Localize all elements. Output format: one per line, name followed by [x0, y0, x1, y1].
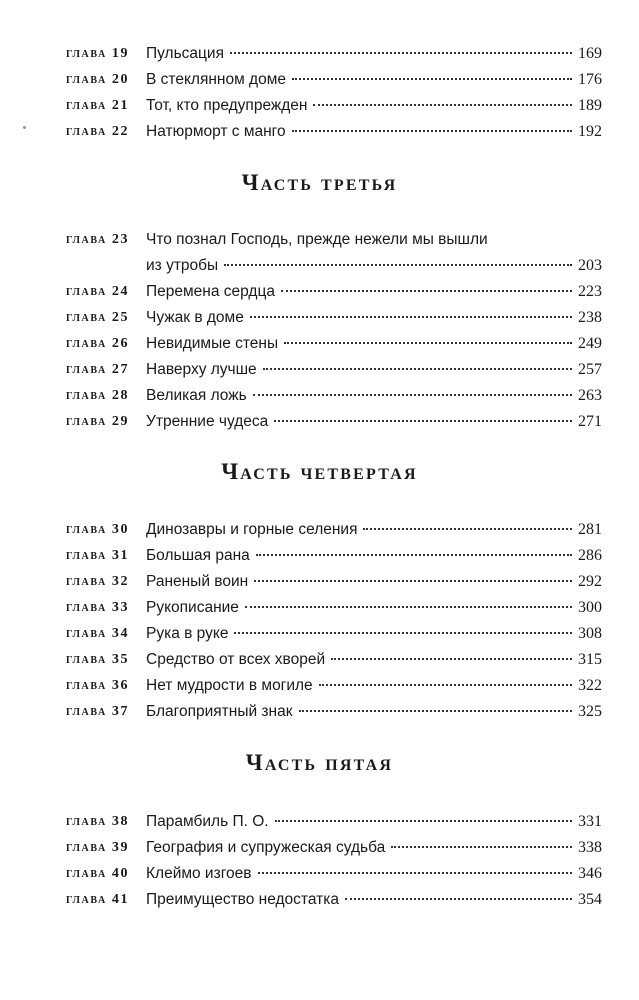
dot-leader: [299, 709, 573, 712]
page-number: 331: [578, 813, 602, 830]
page-number: 257: [578, 361, 602, 378]
chapter-title: Невидимые стены: [146, 335, 279, 352]
dot-leader: [319, 683, 572, 686]
page-number: 286: [578, 547, 602, 564]
page-number: 346: [578, 865, 602, 882]
chapter-title: Благоприятный знак: [146, 703, 293, 720]
chapter-label: глава 28: [66, 388, 130, 403]
toc-entry-21: [66, 93, 602, 119]
page-number: 192: [578, 123, 602, 140]
page-number: 300: [578, 599, 602, 616]
dot-leader: [224, 263, 572, 266]
toc-entry-32: [66, 569, 602, 595]
chapter-label: глава 34: [66, 626, 130, 641]
toc-entry-33: [66, 595, 602, 621]
page-number: 308: [578, 625, 602, 642]
dot-leader: [245, 605, 572, 608]
chapter-title: Натюрморт с манго: [146, 123, 286, 140]
chapter-title: Нет мудрости в могиле: [146, 677, 313, 694]
dot-leader: [292, 129, 572, 132]
chapter-title: География и супружеская судьба: [146, 839, 386, 856]
page-number: 315: [578, 651, 602, 668]
page-number: 338: [578, 839, 602, 856]
chapter-label: глава 21: [66, 98, 130, 113]
chapter-title-line1: Что познал Господь, прежде нежели мы вышли: [146, 231, 488, 248]
chapter-title: Средство от всех хворей: [146, 651, 326, 668]
toc-entry-19: [66, 41, 602, 67]
toc-entry-25: [66, 305, 602, 331]
dot-leader: [363, 527, 572, 530]
chapter-title: Тот, кто предупрежден: [146, 97, 308, 114]
chapter-title: Динозавры и горные селения: [146, 521, 358, 538]
chapter-title: Великая ложь: [146, 387, 247, 404]
page-number: 325: [578, 703, 602, 720]
dot-leader: [234, 631, 572, 634]
page-number: 169: [578, 45, 602, 62]
toc-entry-35: [66, 647, 602, 673]
chapter-title: Парамбиль П. О.: [146, 813, 269, 830]
chapter-label: глава 40: [66, 866, 130, 881]
chapter-title: Клеймо изгоев: [146, 865, 252, 882]
margin-mark: [23, 126, 26, 129]
page-number: 322: [578, 677, 602, 694]
dot-leader: [274, 419, 572, 422]
chapter-label: глава 23: [66, 232, 130, 247]
chapter-label: глава 25: [66, 310, 130, 325]
chapter-label: глава 39: [66, 840, 130, 855]
chapter-label: глава 41: [66, 892, 130, 907]
dot-leader: [331, 657, 572, 660]
dot-leader: [253, 393, 572, 396]
page-number: 354: [578, 891, 602, 908]
chapter-label: глава 22: [66, 124, 130, 139]
chapter-label: глава 29: [66, 414, 130, 429]
dot-leader: [263, 367, 572, 370]
dot-leader: [258, 871, 573, 874]
toc-entry-39: [66, 835, 602, 861]
chapter-label: глава 24: [66, 284, 130, 299]
chapter-label: глава 33: [66, 600, 130, 615]
toc-entry-24: [66, 279, 602, 305]
toc-entry-29: [66, 409, 602, 435]
dot-leader: [284, 341, 572, 344]
dot-leader: [292, 77, 572, 80]
toc-entry-20: [66, 67, 602, 93]
page-number: 281: [578, 521, 602, 538]
toc-entry-37: [66, 699, 602, 725]
chapter-label: глава 19: [66, 46, 130, 61]
chapter-title: Чужак в доме: [146, 309, 244, 326]
chapter-title: Утренние чудеса: [146, 413, 269, 430]
toc-entry-30: [66, 517, 602, 543]
part-heading-five: Часть пятая: [245, 750, 394, 775]
chapter-title: Наверху лучше: [146, 361, 257, 378]
page-number: 271: [578, 413, 602, 430]
toc-entry-40: [66, 861, 602, 887]
chapter-label: глава 27: [66, 362, 130, 377]
chapter-title: Большая рана: [146, 547, 250, 564]
chapter-title: Перемена сердца: [146, 283, 275, 300]
chapter-label: глава 30: [66, 522, 130, 537]
part-heading-four: Часть четвертая: [221, 459, 418, 484]
chapter-label: глава 38: [66, 814, 130, 829]
toc-entry-28: [66, 383, 602, 409]
toc-entry-23: [66, 227, 602, 279]
page-number: 189: [578, 97, 602, 114]
toc-entry-22: [66, 119, 602, 145]
toc-entry-36: [66, 673, 602, 699]
toc-entry-31: [66, 543, 602, 569]
page-number: 238: [578, 309, 602, 326]
dot-leader: [275, 819, 572, 822]
toc-entry-34: [66, 621, 602, 647]
page-number: 203: [578, 257, 602, 274]
chapter-title-line2: из утробы: [146, 257, 219, 274]
chapter-label: глава 20: [66, 72, 130, 87]
dot-leader: [313, 103, 572, 106]
chapter-title: Преимущество недостатка: [146, 891, 339, 908]
dot-leader: [254, 579, 572, 582]
page-number: 223: [578, 283, 602, 300]
chapter-label: глава 26: [66, 336, 130, 351]
dot-leader: [345, 897, 572, 900]
chapter-label: глава 36: [66, 678, 130, 693]
dot-leader: [250, 315, 572, 318]
toc-entry-26: [66, 331, 602, 357]
chapter-title: Пульсация: [146, 45, 224, 62]
dot-leader: [391, 845, 572, 848]
chapter-label: глава 37: [66, 704, 130, 719]
chapter-label: глава 35: [66, 652, 130, 667]
chapter-title: Раненый воин: [146, 573, 249, 590]
page-number: 263: [578, 387, 602, 404]
page-number: 292: [578, 573, 602, 590]
dot-leader: [256, 553, 572, 556]
chapter-title: Рукописание: [146, 599, 239, 616]
page-number: 176: [578, 71, 602, 88]
chapter-title: Рука в руке: [146, 625, 229, 642]
part-heading-three: Часть третья: [241, 170, 398, 195]
dot-leader: [281, 289, 572, 292]
toc-entry-41: [66, 887, 602, 913]
dot-leader: [230, 51, 572, 54]
page-number: 249: [578, 335, 602, 352]
chapter-label: глава 32: [66, 574, 130, 589]
chapter-label: глава 31: [66, 548, 130, 563]
toc-entry-38: [66, 809, 602, 835]
toc-entry-27: [66, 357, 602, 383]
chapter-title: В стеклянном доме: [146, 71, 286, 88]
